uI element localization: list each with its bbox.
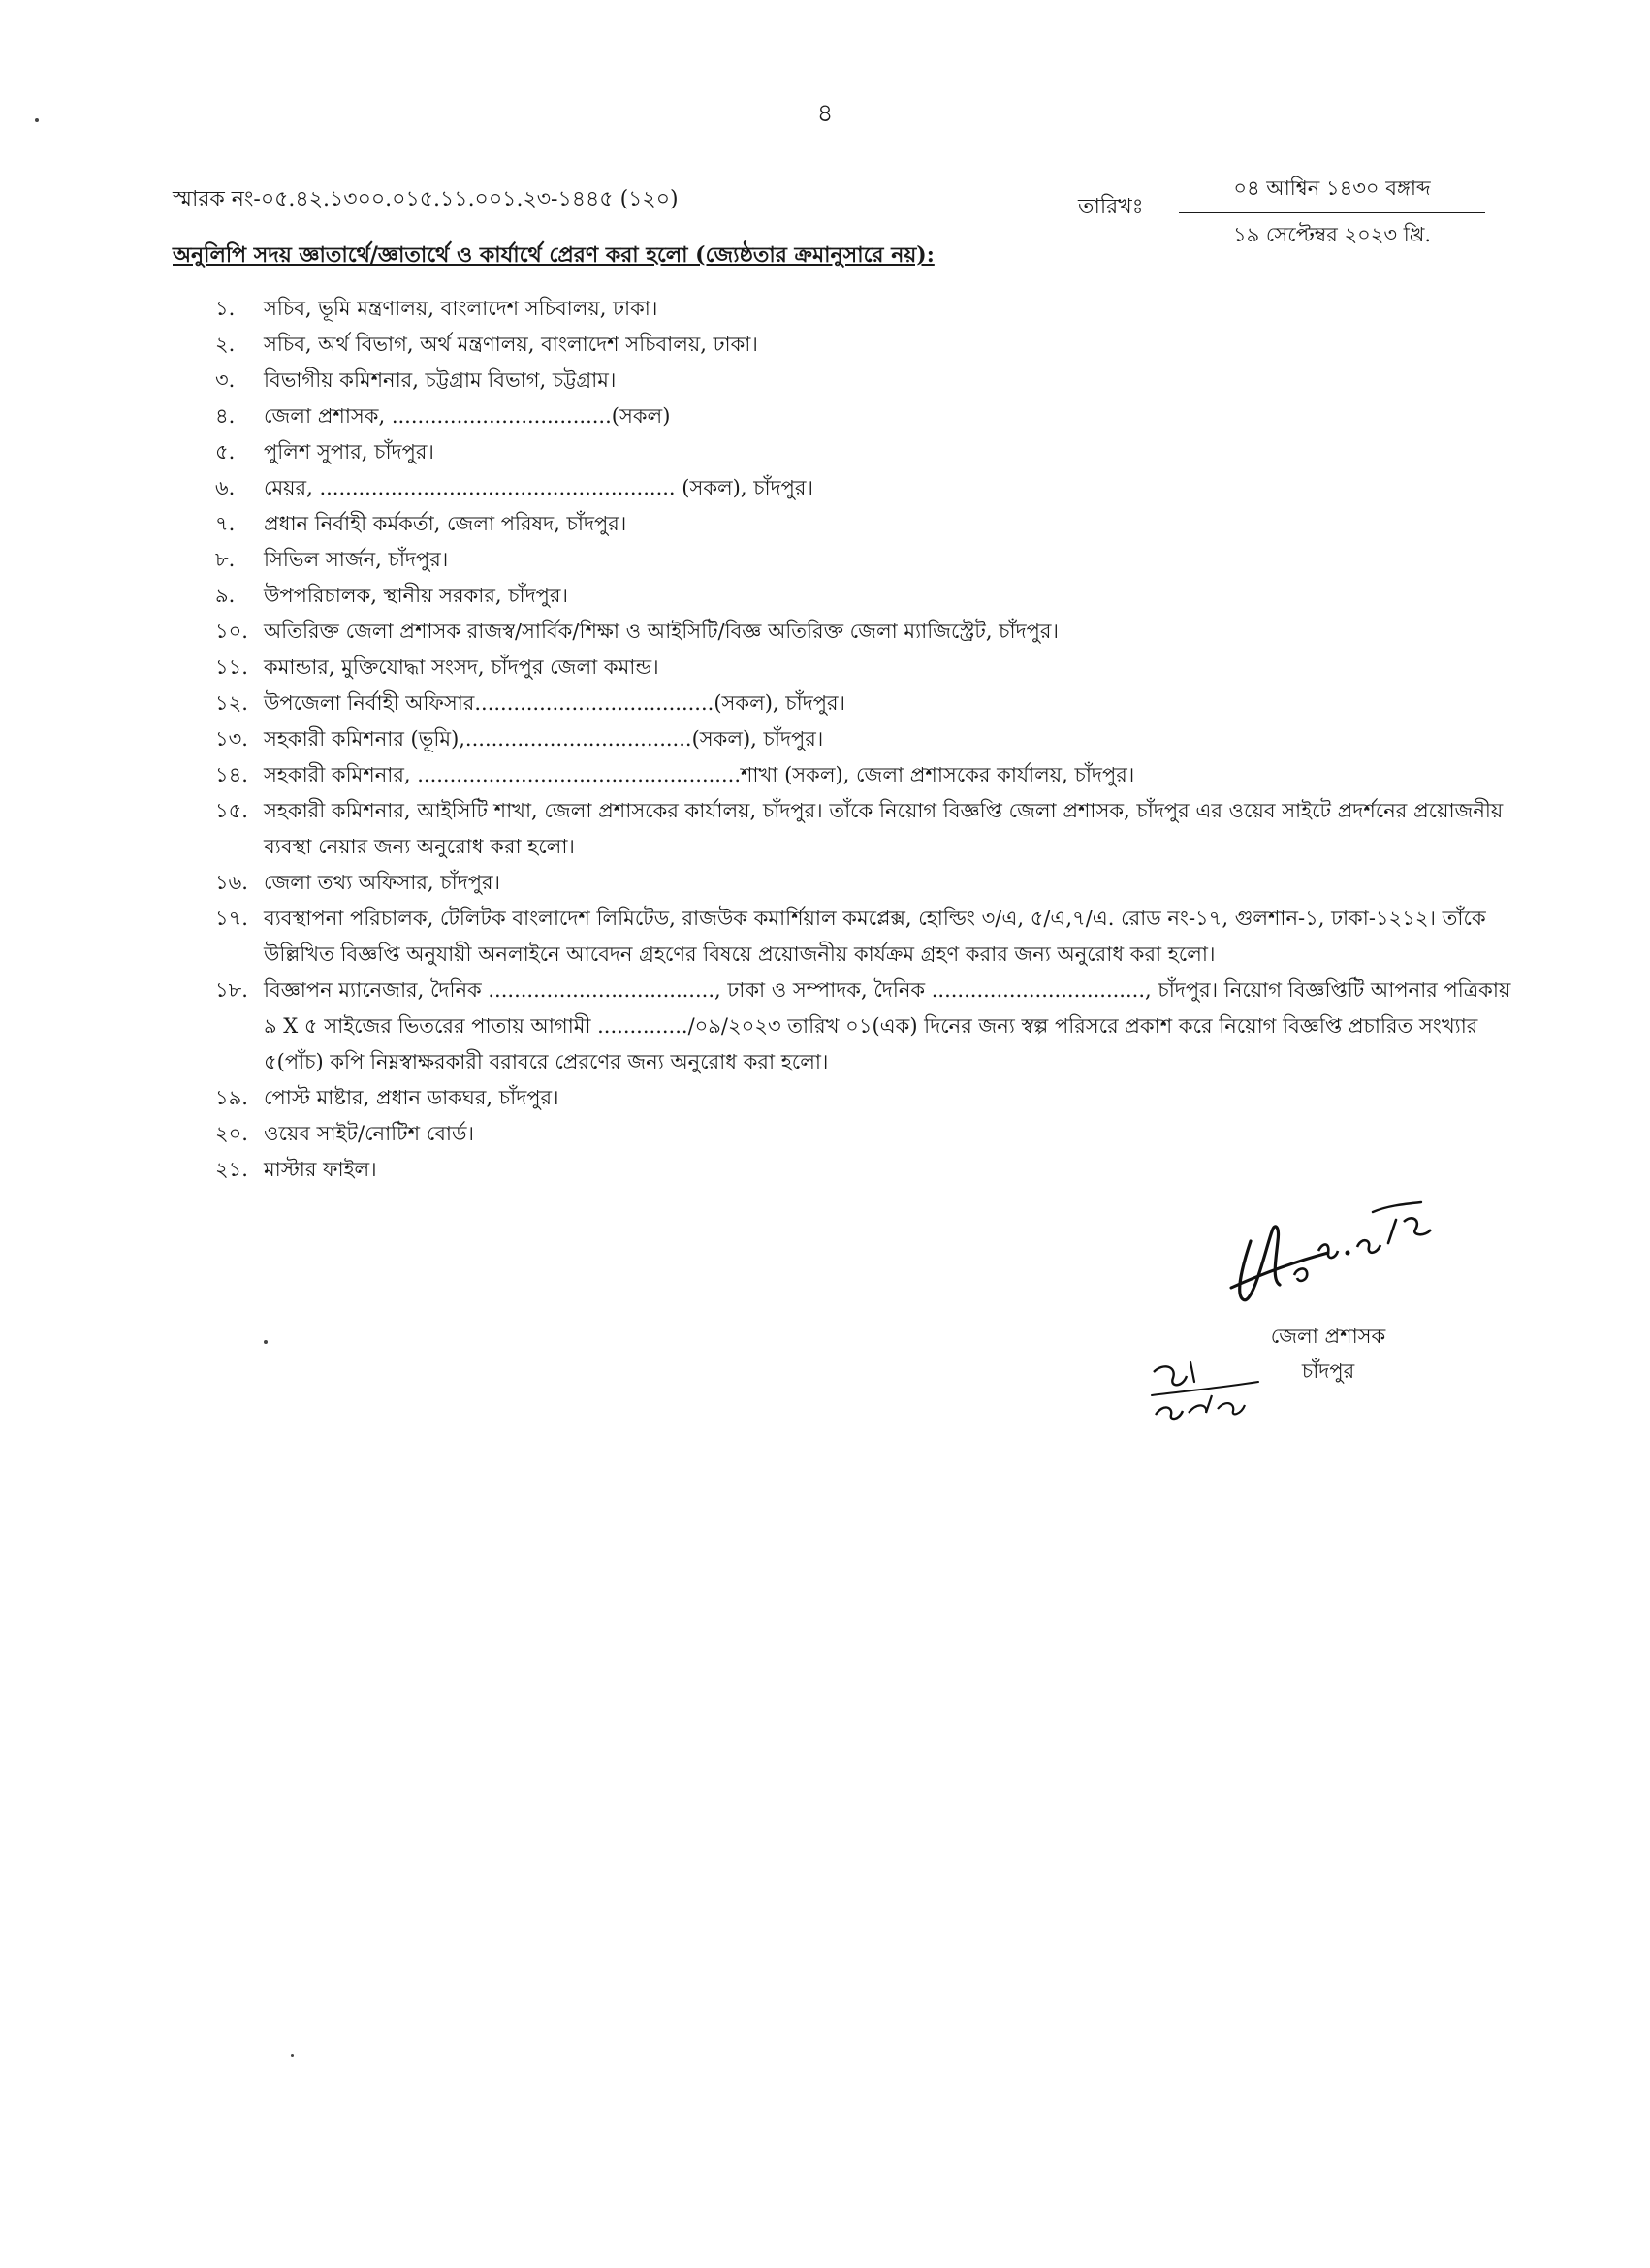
recipient-number: ১১. <box>215 655 248 679</box>
date-block <box>1078 173 1485 250</box>
recipient-item <box>215 1116 1514 1152</box>
recipient-text: সচিব, ভূমি মন্ত্রণালয়, বাংলাদেশ সচিবালয়, ঢাকা। <box>264 297 658 320</box>
recipient-number: ৮. <box>215 548 236 571</box>
recipient-text: পুলিশ সুপার, চাঁদপুর। <box>264 440 434 463</box>
date-bangla: ০৪ আশ্বিন ১৪৩০ বঙ্গাব্দ <box>1179 173 1485 213</box>
signature-block <box>1144 1183 1532 1435</box>
recipient-number: ৭. <box>215 512 236 535</box>
recipient-text: জেলা তথ্য অফিসার, চাঁদপুর। <box>264 871 501 894</box>
recipient-text: মাস্টার ফাইল। <box>264 1158 377 1181</box>
recipient-item <box>215 614 1514 650</box>
designation-title: জেলা প্রশাসক <box>1270 1325 1386 1348</box>
recipient-text: বিজ্ঞাপন ম্যানেজার, দৈনিক ..................................., ঢাকা ও সম্পাদক, দৈনিক ................................., চাঁদপুর। নিয়োগ বিজ্ঞপ্তিটি আপনার পত্রিকায় ৯ X ৫ সাইজের ভিতরের পাতায় আগামী ............../০৯/২০২৩ তারিখ ০১(এক) দিনের জন্য স্বল্প পরিসরে প্রকাশ করে নিয়োগ বিজ্ঞপ্তি প্রচারিত সংখ্যার ৫(পাঁচ) কপি নিম্নস্বাক্ষরকারী বরাবরে প্রেরণের জন্য অনুরোধ করা হলো। <box>264 978 1511 1073</box>
recipient-text: সহকারী কমিশনার, আইসিটি শাখা, জেলা প্রশাসকের কার্যালয়, চাঁদপুর। তাঁকে নিয়োগ বিজ্ঞপ্তি জেলা প্রশাসক, চাঁদপুর এর ওয়েব সাইটে প্রদর্শনের প্রয়োজনীয় ব্যবস্থা নেয়ার জন্য অনুরোধ করা হলো। <box>264 799 1504 858</box>
recipient-number: ৩. <box>215 368 236 392</box>
recipient-item <box>215 793 1514 865</box>
date-gregorian: ১৯ সেপ্টেম্বর ২০২৩ খ্রি. <box>1232 223 1432 246</box>
recipient-item <box>215 901 1514 973</box>
recipient-text: জেলা প্রশাসক, ..................................(সকল) <box>264 404 671 428</box>
recipient-number: ১৬. <box>215 871 248 894</box>
recipient-item <box>215 578 1514 614</box>
recipient-item <box>215 973 1514 1080</box>
recipient-item <box>215 865 1514 901</box>
recipient-text: সহকারী কমিশনার, ..................................................শাখা (সকল), জেলা প্রশাসকের কার্যালয়, চাঁদপুর। <box>264 763 1135 786</box>
recipient-text: ব্যবস্থাপনা পরিচালক, টেলিটক বাংলাদেশ লিমিটেড, রাজউক কমার্শিয়াল কমপ্লেক্স, হোল্ডিং ৩/এ, ৫/এ,৭/এ. রোড নং-১৭, গুলশান-১, ঢাকা-১২১২। তাঁকে উল্লিখিত বিজ্ঞপ্তি অনুযায়ী অনলাইনে আবেদন গ্রহণের বিষয়ে প্রয়োজনীয় কার্যক্রম গ্রহণ করার জন্য অনুরোধ করা হলো। <box>264 907 1486 966</box>
designation-location: চাঁদপুর <box>1301 1359 1355 1383</box>
signature-mark <box>1183 1183 1493 1328</box>
recipient-number: ১৯. <box>215 1086 248 1109</box>
recipient-number: ১৮. <box>215 978 248 1002</box>
recipient-text: সিভিল সার্জন, চাঁদপুর। <box>264 548 449 571</box>
recipient-text: উপজেলা নির্বাহী অফিসার.....................................(সকল), চাঁদপুর। <box>264 691 846 715</box>
recipient-item <box>215 363 1514 399</box>
recipient-number: ২১. <box>215 1158 248 1181</box>
initials-mark <box>1144 1353 1280 1430</box>
recipient-number: ২. <box>215 333 236 356</box>
distribution-heading: অনুলিপি সদয় জ্ঞাতার্থে/জ্ঞাতার্থে ও কার্যার্থে প্রেরণ করা হলো (জ্যেষ্ঠতার ক্রমানুসারে নয়): <box>173 242 935 268</box>
recipient-item <box>215 686 1514 721</box>
recipient-text: উপপরিচালক, স্থানীয় সরকার, চাঁদপুর। <box>264 584 568 607</box>
recipient-number: ১৪. <box>215 763 248 786</box>
recipient-number: ১৭. <box>215 907 248 930</box>
recipient-item <box>215 327 1514 363</box>
recipient-text: বিভাগীয় কমিশনার, চট্টগ্রাম বিভাগ, চট্টগ্রাম। <box>264 368 617 392</box>
recipient-item <box>215 1080 1514 1116</box>
scan-speck <box>291 2054 294 2057</box>
recipient-number: ১. <box>215 297 236 320</box>
memo-number: স্মারক নং-০৫.৪২.১৩০০.০১৫.১১.০০১.২৩-১৪৪৫ (১২০) <box>173 187 679 211</box>
recipient-item <box>215 470 1514 506</box>
recipient-text: ওয়েব সাইট/নোটিশ বোর্ড। <box>264 1122 474 1145</box>
recipient-number: ৯. <box>215 584 236 607</box>
recipient-text: পোস্ট মাষ্টার, প্রধান ডাকঘর, চাঁদপুর। <box>264 1086 559 1109</box>
scan-speck <box>35 118 39 122</box>
recipient-number: ২০. <box>215 1122 248 1145</box>
recipient-number: ১০. <box>215 620 248 643</box>
recipient-item <box>215 650 1514 686</box>
recipient-text: সহকারী কমিশনার (ভূমি),...................................(সকল), চাঁদপুর। <box>264 727 824 751</box>
recipient-item <box>215 757 1514 793</box>
recipient-list <box>215 291 1514 1188</box>
recipient-text: অতিরিক্ত জেলা প্রশাসক রাজস্ব/সার্বিক/শিক্ষা ও আইসিটি/বিজ্ঞ অতিরিক্ত জেলা ম্যাজিস্ট্রেট, চাঁদপুর। <box>264 620 1059 643</box>
recipient-item <box>215 434 1514 470</box>
recipient-text: মেয়র, ....................................................... (সকল), চাঁদপুর। <box>264 476 813 499</box>
recipient-text: প্রধান নির্বাহী কর্মকর্তা, জেলা পরিষদ, চাঁদপুর। <box>264 512 627 535</box>
recipient-item <box>215 291 1514 327</box>
date-values <box>1179 173 1485 253</box>
date-label: তারিখঃ <box>1078 195 1144 219</box>
recipient-text: কমান্ডার, মুক্তিযোদ্ধা সংসদ, চাঁদপুর জেলা কমান্ড। <box>264 655 659 679</box>
scan-speck <box>264 1340 268 1344</box>
recipient-number: ১৩. <box>215 727 248 751</box>
recipient-item <box>215 506 1514 542</box>
recipient-number: ৫. <box>215 440 236 463</box>
recipient-text: সচিব, অর্থ বিভাগ, অর্থ মন্ত্রণালয়, বাংলাদেশ সচিবালয়, ঢাকা। <box>264 333 758 356</box>
page-number: ৪ <box>816 99 834 128</box>
recipient-item <box>215 399 1514 434</box>
recipient-number: ৪. <box>215 404 236 428</box>
recipient-number: ১২. <box>215 691 248 715</box>
recipient-number: ১৫. <box>215 799 248 822</box>
recipient-item <box>215 721 1514 757</box>
recipient-number: ৬. <box>215 476 236 499</box>
recipient-item <box>215 542 1514 578</box>
